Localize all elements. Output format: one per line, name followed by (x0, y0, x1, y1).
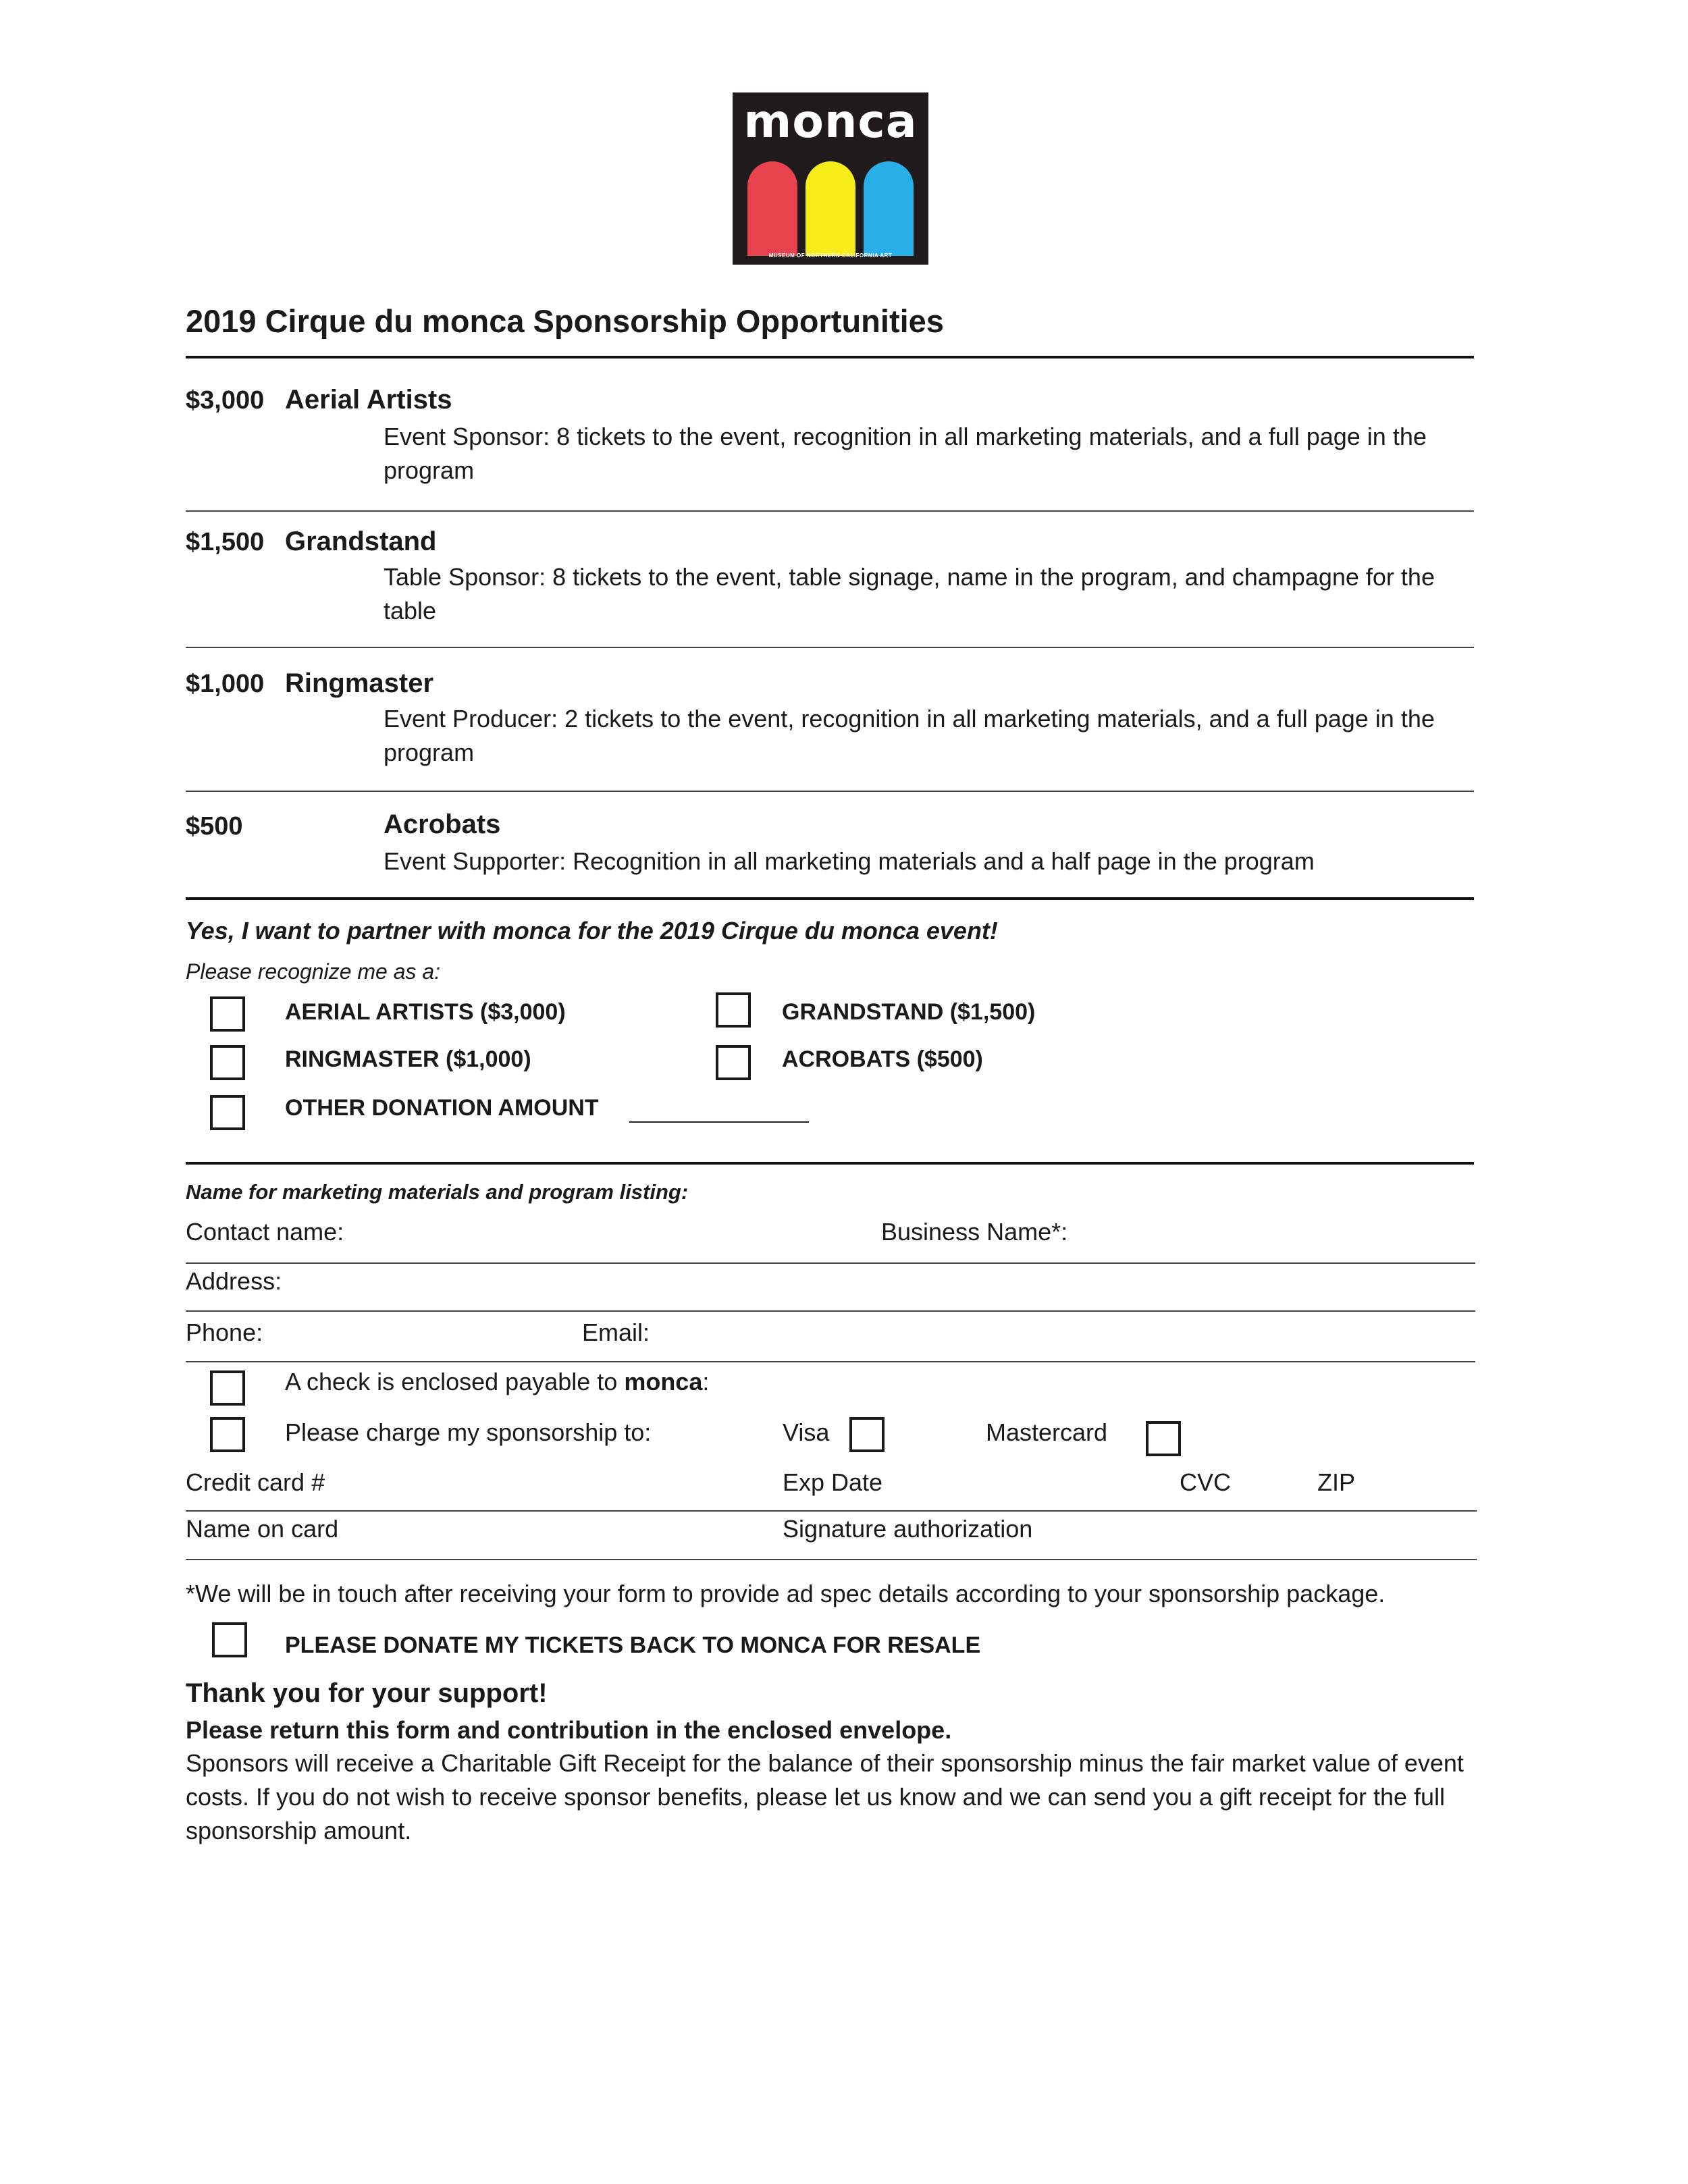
contact-name-field-line[interactable] (186, 1262, 1475, 1264)
card-details-field-line[interactable] (186, 1510, 1477, 1512)
visa-label: Visa (783, 1418, 830, 1446)
signature-field-line[interactable] (186, 1559, 1477, 1560)
page-title: 2019 Cirque du monca Sponsorship Opportunities (186, 303, 944, 339)
exp-date-label: Exp Date (783, 1468, 883, 1496)
tier-name: Grandstand (285, 527, 437, 556)
email-label: Email: (582, 1319, 650, 1346)
contact-name-label: Contact name: (186, 1218, 344, 1246)
name-on-card-label: Name on card (186, 1515, 339, 1543)
tier-amount: $1,000 (186, 670, 265, 698)
logo-yellow-arch (806, 161, 855, 256)
phone-email-field-line[interactable] (186, 1361, 1475, 1362)
title-divider (186, 356, 1474, 358)
logo-wordmark: monca (743, 95, 918, 149)
visa-checkbox[interactable] (849, 1417, 885, 1452)
tier-divider (186, 647, 1474, 648)
credit-card-number-label: Credit card # (186, 1468, 325, 1496)
option-label: RINGMASTER ($1,000) (285, 1046, 531, 1072)
gift-receipt-note: Sponsors will receive a Charitable Gift Receipt for the balance of their sponsorship minus the fair market value of event costs. If you do not wish to receive sponsor benefits, please let us know and we can send you a gift receipt for the full sponsorship amount. (186, 1749, 1464, 1844)
charge-card-checkbox[interactable] (210, 1417, 245, 1452)
mastercard-checkbox[interactable] (1146, 1421, 1181, 1456)
tier-divider (186, 510, 1474, 512)
tier-name: Ringmaster (285, 668, 434, 698)
mastercard-label: Mastercard (986, 1418, 1108, 1446)
tier-name: Aerial Artists (285, 385, 452, 415)
contact-heading: Name for marketing materials and program listing: (186, 1180, 689, 1204)
address-label: Address: (186, 1267, 282, 1295)
tier-amount: $1,500 (186, 528, 265, 556)
logo-blue-arch (864, 161, 914, 256)
business-name-label: Business Name*: (881, 1218, 1068, 1246)
tier-description: Event Sponsor: 8 tickets to the event, recognition in all marketing materials, and a full page in the program (384, 423, 1427, 484)
monca-logo (733, 92, 928, 265)
other-donation-amount-field[interactable] (629, 1121, 809, 1123)
ad-spec-footnote: *We will be in touch after receiving your form to provide ad spec details according to your sponsorship package. (186, 1580, 1386, 1607)
aerial-artists-checkbox[interactable] (210, 996, 245, 1032)
tier-divider (186, 791, 1474, 792)
tiers-end-divider (186, 897, 1474, 900)
grandstand-checkbox[interactable] (716, 992, 751, 1028)
logo-red-arch (747, 161, 797, 256)
acrobats-checkbox[interactable] (716, 1045, 751, 1080)
tier-amount: $500 (186, 812, 243, 841)
check-enclosed-label: A check is enclosed payable to monca: (285, 1368, 710, 1395)
tier-description: Table Sponsor: 8 tickets to the event, table signage, name in the program, and champagne for the table (384, 563, 1435, 624)
option-label: OTHER DONATION AMOUNT (285, 1095, 599, 1121)
donate-tickets-checkbox[interactable] (212, 1622, 247, 1657)
return-instructions: Please return this form and contribution in the enclosed envelope. (186, 1716, 952, 1744)
zip-label: ZIP (1317, 1468, 1356, 1496)
tier-description: Event Producer: 2 tickets to the event, recognition in all marketing materials, and a full page in the program (384, 705, 1435, 766)
phone-label: Phone: (186, 1319, 263, 1346)
tier-description: Event Supporter: Recognition in all marketing materials and a half page in the program (384, 847, 1315, 875)
partner-divider (186, 1162, 1474, 1165)
option-label: AERIAL ARTISTS ($3,000) (285, 999, 566, 1025)
other-donation-checkbox[interactable] (210, 1095, 245, 1130)
donate-tickets-label: PLEASE DONATE MY TICKETS BACK TO MONCA FOR RESALE (285, 1632, 981, 1658)
ringmaster-checkbox[interactable] (210, 1045, 245, 1080)
recognize-prompt: Please recognize me as a: (186, 959, 441, 984)
logo-tagline: MUSEUM OF NORTHERN CALIFORNIA ART (768, 252, 893, 259)
address-field-line[interactable] (186, 1310, 1475, 1312)
tier-name: Acrobats (384, 809, 501, 839)
thank-you-heading: Thank you for your support! (186, 1678, 548, 1708)
check-enclosed-checkbox[interactable] (210, 1370, 245, 1406)
charge-card-label: Please charge my sponsorship to: (285, 1418, 652, 1446)
signature-label: Signature authorization (783, 1515, 1033, 1543)
option-label: ACROBATS ($500) (782, 1046, 983, 1072)
tier-amount: $3,000 (186, 386, 265, 415)
partner-heading: Yes, I want to partner with monca for the 2019 Cirque du monca event! (186, 917, 998, 944)
option-label: GRANDSTAND ($1,500) (782, 999, 1036, 1025)
cvc-label: CVC (1180, 1468, 1232, 1496)
